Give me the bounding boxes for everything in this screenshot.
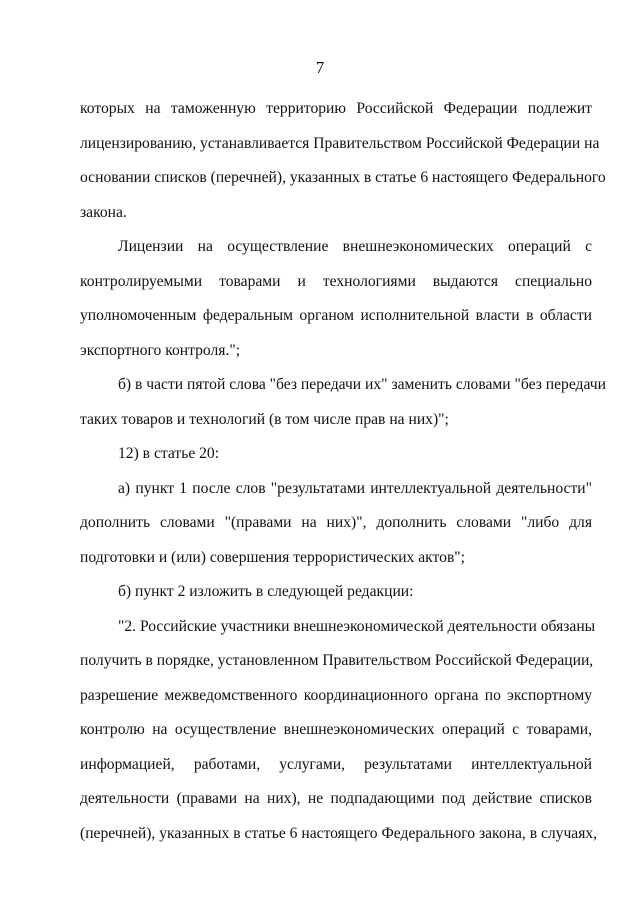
- document-body: [80, 92, 606, 851]
- text-line: лицензированию, устанавливается Правительством Российской Федерации на: [80, 134, 600, 152]
- text-line: "2. Российские участники внешнеэкономической деятельности обязаны: [118, 617, 596, 635]
- text-line: которых на таможенную территорию Российской Федерации подлежит: [80, 100, 592, 117]
- text-line: уполномоченным федеральным органом исполнительной власти в области: [80, 307, 592, 324]
- text-line: а) пункт 1 после слов "результатами интеллектуальной деятельности": [118, 479, 592, 497]
- text-line: разрешение межведомственного координационного органа по экспортному: [80, 686, 592, 704]
- text-line: б) в части пятой слова "без передачи их" заменить словами "без передачи: [118, 376, 606, 393]
- text-line: экспортного контроля.";: [80, 341, 241, 359]
- text-line: контролируемыми товарами и технологиями выдаются специально: [80, 272, 592, 290]
- text-line: таких товаров и технологий (в том числе прав на них)";: [80, 410, 449, 428]
- text-line: контролю на осуществление внешнеэкономических операций с товарами,: [80, 721, 592, 738]
- text-line: (перечней), указанных в статье 6 настоящего Федерального закона, в случаях,: [80, 824, 598, 842]
- text-line: закона.: [80, 203, 127, 221]
- text-line: б) пункт 2 изложить в следующей редакции:: [118, 583, 414, 600]
- text-line: 12) в статье 20:: [118, 445, 220, 462]
- text-line: подготовки и (или) совершения террористических актов";: [80, 548, 466, 566]
- page-number: 7: [315, 58, 325, 77]
- text-line: дополнить словами "(правами на них)", дополнить словами "либо для: [80, 514, 592, 531]
- text-line: получить в порядке, установленном Правительством Российской Федерации,: [80, 652, 594, 669]
- text-line: информацией, работами, услугами, результатами интеллектуальной: [80, 755, 592, 773]
- text-line: основании списков (перечней), указанных в статье 6 настоящего Федерального: [80, 169, 606, 186]
- text-line: Лицензии на осуществление внешнеэкономических операций с: [118, 238, 592, 255]
- text-line: деятельности (правами на них), не подпадающими под действие списков: [80, 790, 592, 807]
